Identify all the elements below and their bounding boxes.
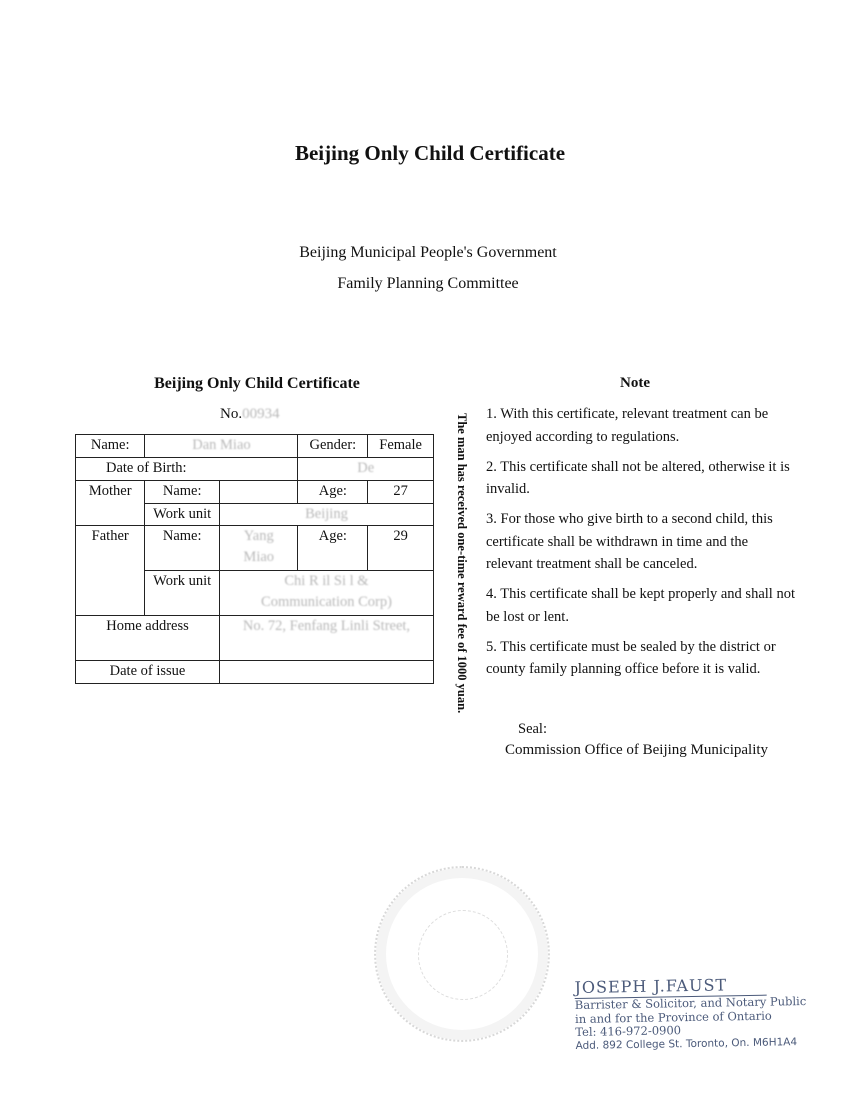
notary-phone: Tel: 416-972-0900 (575, 1023, 682, 1040)
notary-name: JOSEPH J.FAUST (574, 975, 766, 999)
note-item: 2. This certificate shall not be altered, otherwise it is invalid. (486, 458, 790, 497)
father-age-value: 29 (368, 526, 434, 571)
table-row (76, 661, 434, 684)
notary-stamp (574, 974, 807, 1053)
mother-name-value (219, 481, 298, 504)
mother-age-value: 27 (368, 481, 434, 504)
date-of-issue-value (219, 661, 433, 684)
gender-label: Gender: (298, 435, 368, 458)
note-item: 1. With this certificate, relevant treatment can be enjoyed according to regulations. (486, 406, 769, 445)
certificate-number-label: No. (220, 406, 243, 422)
reward-fee-note: The man has received one-time reward fee of 1000 yuan. (455, 413, 469, 714)
document-title: Beijing Only Child Certificate (294, 141, 566, 165)
note-item: 3. For those who give birth to a second child, this certificate shall be withdrawn in time and the relevant treatment shall be canceled. (486, 511, 773, 572)
seal-inner-ring (418, 910, 508, 1000)
child-name-value: Dan Miao (145, 435, 298, 458)
mother-work-unit-label: Work unit (145, 504, 220, 526)
notary-province-line: in and for the Province of Ontario (574, 1008, 772, 1026)
issuer-government: Beijing Municipal People's Government (299, 244, 557, 261)
father-name-line1: Yang (243, 528, 274, 544)
note-title: Note (620, 375, 650, 391)
certificate-number-value: 00934 (242, 406, 280, 422)
note-item: 5. This certificate must be sealed by the district or county family planning office before it is valid. (486, 638, 776, 677)
notary-title-line: Barrister & Solicitor, and Notary Public (574, 993, 807, 1013)
notary-seal-text (376, 938, 548, 952)
table-row (76, 458, 434, 481)
father-name-line2: Miao (243, 549, 275, 565)
father-name-value (219, 526, 298, 571)
issuer-committee: Family Planning Committee (337, 275, 519, 292)
mother-work-unit-value: Beijing (219, 504, 433, 526)
table-row (76, 526, 434, 571)
certificate-table (75, 434, 434, 684)
table-row (76, 435, 434, 458)
father-name-label: Name: (145, 526, 220, 571)
home-address-value: No. 72, Fenfang Linli Street, (219, 616, 433, 661)
father-work-unit-line2: Communication Corp) (261, 594, 392, 610)
table-row (76, 616, 434, 661)
notary-embossed-seal (374, 866, 550, 1042)
certificate-number (220, 406, 280, 423)
notary-address: Add. 892 College St. Toronto, On. M6H1A4 (575, 1035, 798, 1052)
father-age-label: Age: (298, 526, 368, 571)
father-work-unit-line1: Chi R il Si l & (284, 573, 369, 589)
dob-label: Date of Birth: (76, 458, 298, 481)
dob-value: De (298, 458, 434, 481)
note-item: 4. This certificate shall be kept properly and shall not be lost or lent. (486, 586, 795, 625)
father-label: Father (76, 526, 145, 616)
table-row (76, 481, 434, 504)
father-work-unit-value (219, 571, 433, 616)
mother-age-label: Age: (298, 481, 368, 504)
mother-name-label: Name: (145, 481, 220, 504)
commission-office: Commission Office of Beijing Municipality (505, 742, 769, 758)
gender-value: Female (368, 435, 434, 458)
child-name-label: Name: (76, 435, 145, 458)
date-of-issue-label: Date of issue (76, 661, 220, 684)
mother-label: Mother (76, 481, 145, 526)
note-list (486, 403, 796, 688)
home-address-label: Home address (76, 616, 220, 661)
certificate-title: Beijing Only Child Certificate (154, 375, 360, 392)
father-work-unit-label: Work unit (145, 571, 220, 616)
seal-label: Seal: (518, 721, 547, 737)
